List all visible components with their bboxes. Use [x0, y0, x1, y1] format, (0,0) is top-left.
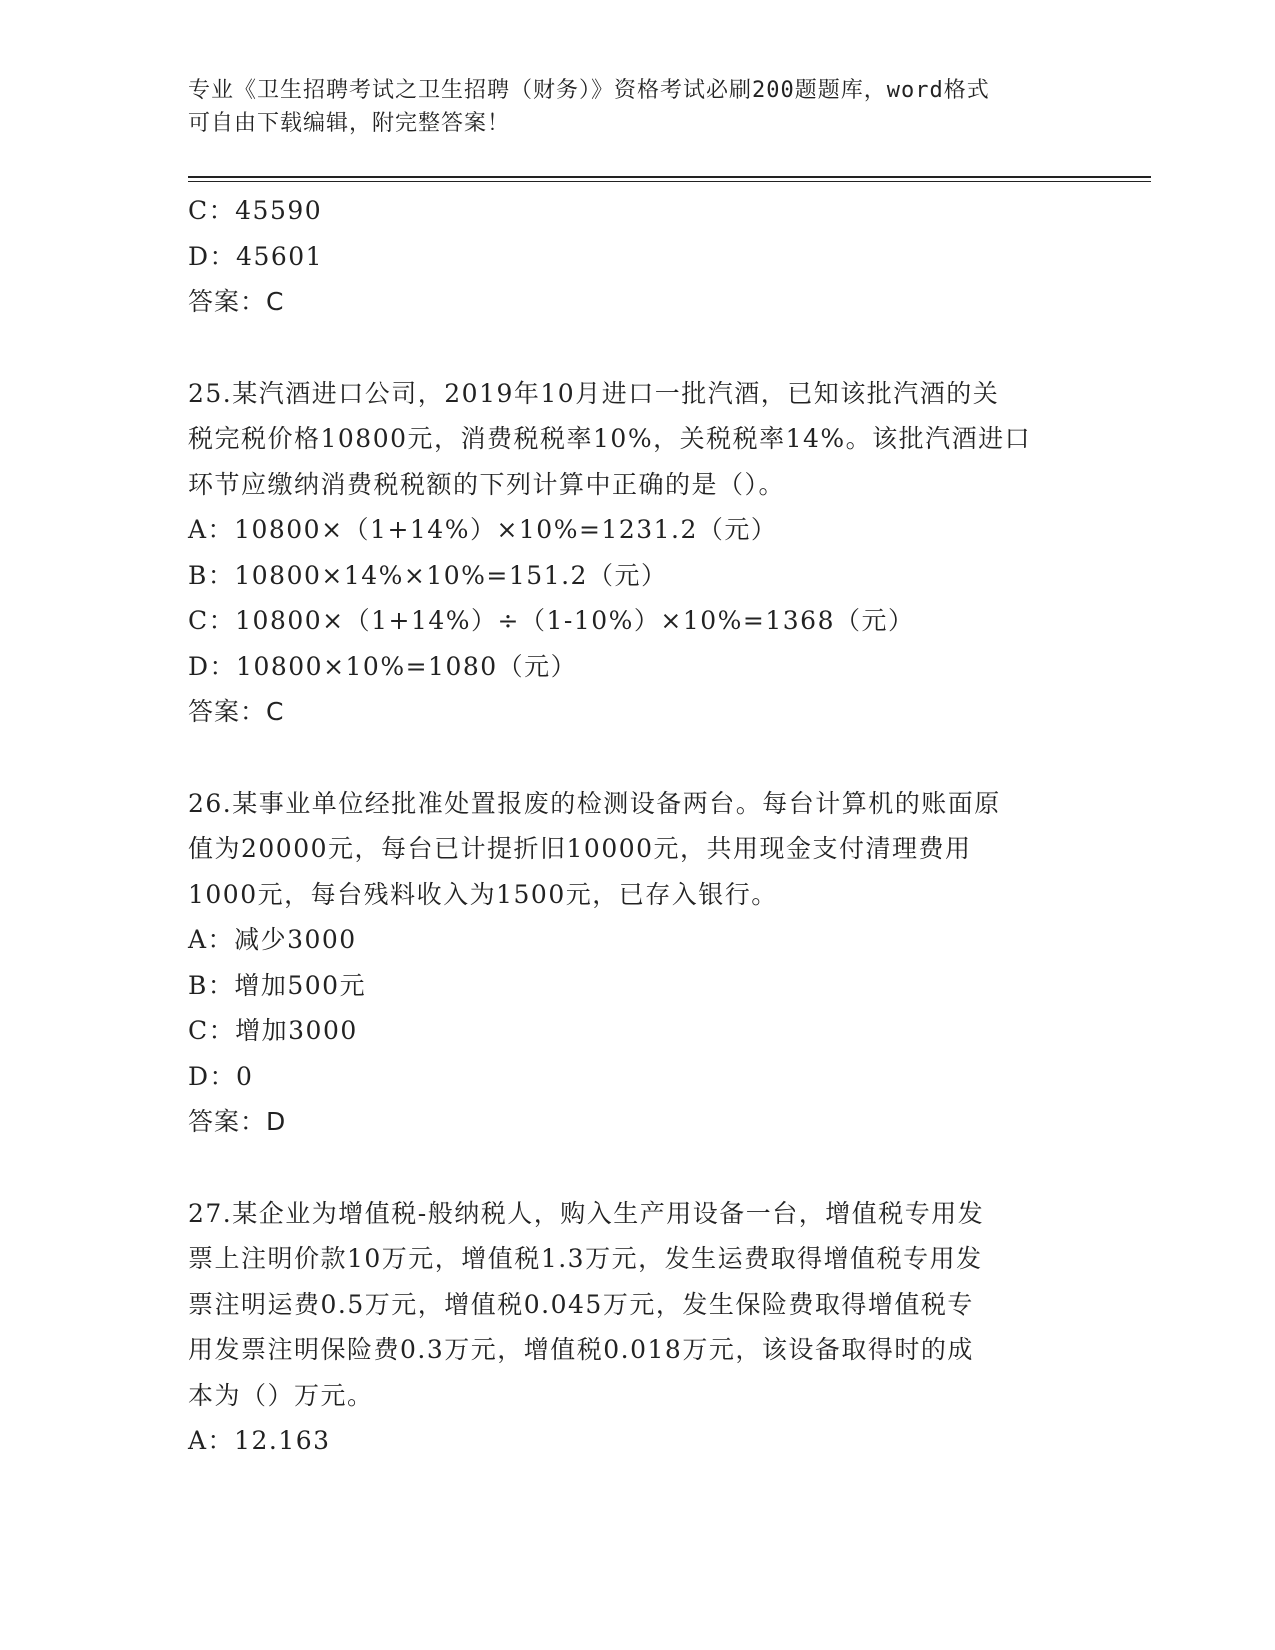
option-row — [188, 1418, 1078, 1464]
option-label: D： — [188, 1061, 237, 1091]
question-text-line: 环节应缴纳消费税税额的下列计算中正确的是（）。 — [188, 469, 786, 499]
answer-line: 答案：C — [188, 287, 285, 316]
option-label: A： — [188, 925, 235, 954]
document-body — [188, 188, 1078, 1464]
question-text-line: 26.某事业单位经批准处置报废的检测设备两台。每台计算机的账面原 — [188, 788, 1001, 818]
option-label: D： — [188, 241, 237, 271]
question-26 — [188, 781, 1078, 1145]
option-row — [188, 1008, 1078, 1054]
option-row — [188, 598, 1078, 644]
option-label: C： — [188, 196, 236, 225]
option-text: 45601 — [236, 241, 324, 271]
question-text-line: 1000元，每台残料收入为1500元，已存入银行。 — [188, 879, 778, 909]
option-row — [188, 188, 1078, 234]
spacer — [188, 1145, 1078, 1191]
option-row — [188, 644, 1078, 690]
question-text-line: 值为20000元，每台已计提折旧10000元，共用现金支付清理费用 — [188, 834, 972, 863]
option-row — [188, 234, 1078, 280]
question-text-line: 票注明运费0.5万元，增值税0.045万元，发生保险费取得增值税专 — [188, 1289, 974, 1319]
option-row — [188, 963, 1078, 1009]
option-text: 减少3000 — [234, 925, 357, 954]
option-row — [188, 553, 1078, 599]
header-divider-thick — [188, 176, 1151, 178]
option-row — [188, 917, 1078, 963]
option-text: 45590 — [235, 196, 323, 225]
header-divider-thin — [188, 181, 1151, 182]
option-text: 12.163 — [234, 1426, 331, 1455]
option-label: C： — [188, 1016, 236, 1045]
option-text: 10800×（1+14%）×10%=1231.2（元） — [234, 515, 778, 544]
option-label: C： — [188, 606, 236, 635]
spacer — [188, 735, 1078, 781]
option-text: 10800×14%×10%=151.2（元） — [234, 560, 668, 590]
header-line-2: 可自由下载编辑，附完整答案！ — [188, 111, 511, 136]
answer-line: 答案：D — [188, 1107, 287, 1136]
option-label: B： — [188, 560, 235, 590]
option-text: 增加500元 — [234, 970, 367, 1000]
option-label: D： — [188, 651, 237, 681]
previous-question-tail — [188, 188, 1078, 325]
option-row — [188, 1054, 1078, 1100]
question-text-line: 25.某汽酒进口公司，2019年10月进口一批汽酒，已知该批汽酒的关 — [188, 378, 1000, 408]
question-text-line: 27.某企业为增值税-般纳税人，购入生产用设备一台，增值税专用发 — [188, 1198, 985, 1228]
spacer — [188, 325, 1078, 371]
question-27 — [188, 1191, 1078, 1464]
question-text-line: 本为（）万元。 — [188, 1380, 374, 1410]
header-line-1: 专业《卫生招聘考试之卫生招聘（财务）》资格考试必刷200题题库，word格式 — [188, 78, 990, 103]
option-text: 增加3000 — [235, 1016, 358, 1045]
question-text-line: 票上注明价款10万元，增值税1.3万元，发生运费取得增值税专用发 — [188, 1244, 983, 1273]
question-text-line: 用发票注明保险费0.3万元，增值税0.018万元，该设备取得时的成 — [188, 1335, 974, 1364]
option-label: B： — [188, 970, 235, 1000]
option-label: A： — [188, 515, 235, 544]
document-header — [188, 74, 1088, 140]
option-label: A： — [188, 1426, 235, 1455]
option-row — [188, 507, 1078, 553]
option-text: 0 — [236, 1061, 254, 1091]
option-text: 10800×（1+14%）÷（1-10%）×10%=1368（元） — [235, 606, 915, 635]
question-25 — [188, 371, 1078, 735]
answer-line: 答案：C — [188, 697, 285, 726]
option-text: 10800×10%=1080（元） — [236, 651, 578, 681]
question-text-line: 税完税价格10800元，消费税税率10%，关税税率14%。该批汽酒进口 — [188, 424, 1032, 453]
